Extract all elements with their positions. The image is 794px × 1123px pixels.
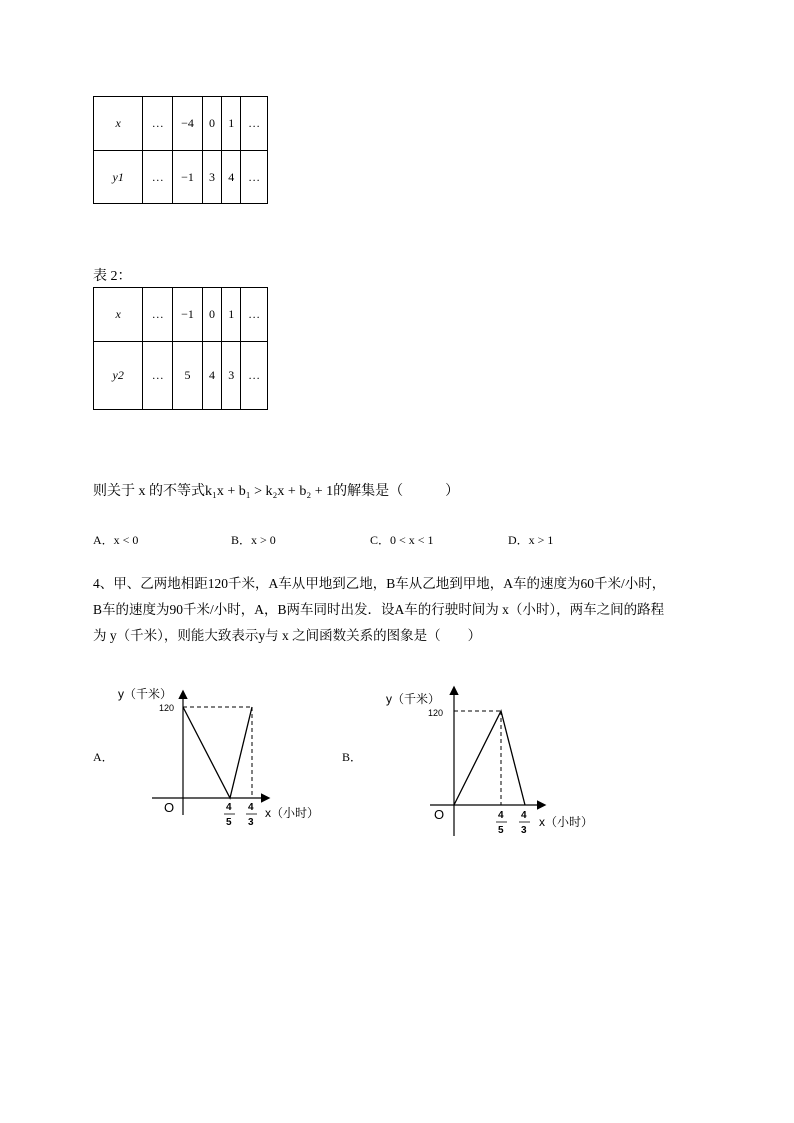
table2-cell: … <box>143 288 173 342</box>
table2-cell: 3 <box>222 342 241 410</box>
table2-label: 表 2： <box>93 269 132 284</box>
table1-cell: … <box>143 97 173 151</box>
table1-cell: 1 <box>222 97 241 151</box>
option-c: C．0 < x < 1 <box>370 533 434 547</box>
table-2 <box>93 287 268 410</box>
option-a: A．x < 0 <box>93 533 139 547</box>
question4-line2: B车的速度为90千米/小时，A，B两车同时出发．设A车的行驶时间为 x（小时），两车之间的路程 <box>93 602 665 617</box>
question4-line3: 为 y（千米），则能大致表示y与 x 之间函数关系的图象是（ ） <box>93 628 482 643</box>
option-b: B．x > 0 <box>231 533 276 547</box>
graph-b-tick2-num: 4 <box>521 810 527 821</box>
table1-cell: 3 <box>202 151 221 204</box>
table2-cell: 0 <box>202 288 221 342</box>
table2-cell: −1 <box>173 288 203 342</box>
table1-cell: … <box>241 97 268 151</box>
graph-a-tick2-num: 4 <box>248 802 254 813</box>
graph-a-ylabel: y（千米） <box>118 687 173 701</box>
graph-b-line <box>454 711 525 805</box>
table1-cell: … <box>143 151 173 204</box>
table1-cell: … <box>241 151 268 204</box>
table1-cell: 4 <box>222 151 241 204</box>
graph-a-tick1-num: 4 <box>226 802 232 813</box>
graph-b-label: B． <box>342 750 363 764</box>
graph-b-ylabel: y（千米） <box>386 692 441 706</box>
table2-head-x: x <box>94 288 143 342</box>
table2-head-y2: y2 <box>94 342 143 410</box>
graph-a-line <box>183 707 252 798</box>
graph-b-xlabel: x（小时） <box>539 815 594 829</box>
graph-b-y-tick: 120 <box>428 708 444 718</box>
option-d: D．x > 1 <box>508 533 554 547</box>
graph-b-tick1-den: 5 <box>498 825 504 836</box>
table2-cell: 4 <box>202 342 221 410</box>
table1-cell: −1 <box>173 151 203 204</box>
question3-stem: 则关于 x 的不等式k₁x + b₁ > k₂x + b₂ + 1的解集是（ ） <box>93 484 460 499</box>
question4-line1: 4、甲、乙两地相距120千米，A车从甲地到乙地，B车从乙地到甲地，A车的速度为60千米/小时， <box>93 576 666 591</box>
graph-b-tick1-num: 4 <box>498 810 504 821</box>
graph-a-label: A． <box>93 750 114 764</box>
graph-b-origin: O <box>434 807 445 822</box>
graph-a-y-tick: 120 <box>159 703 175 713</box>
table2-cell: … <box>241 288 268 342</box>
table1-cell: −4 <box>173 97 203 151</box>
table1-head-y1: y1 <box>94 151 143 204</box>
graph-a-tick2-den: 3 <box>248 817 254 828</box>
graph-a-tick1-den: 5 <box>226 817 232 828</box>
table2-cell: … <box>143 342 173 410</box>
graph-a-origin: O <box>164 800 175 815</box>
graph-a <box>118 680 340 840</box>
table2-cell: … <box>241 342 268 410</box>
table-1 <box>93 96 268 204</box>
table1-head-x: x <box>94 97 143 151</box>
table2-cell: 1 <box>222 288 241 342</box>
table1-cell: 0 <box>202 97 221 151</box>
graph-b-tick2-den: 3 <box>521 825 527 836</box>
graph-b <box>386 680 610 845</box>
graph-a-xlabel: x（小时） <box>265 806 320 820</box>
table2-cell: 5 <box>173 342 203 410</box>
